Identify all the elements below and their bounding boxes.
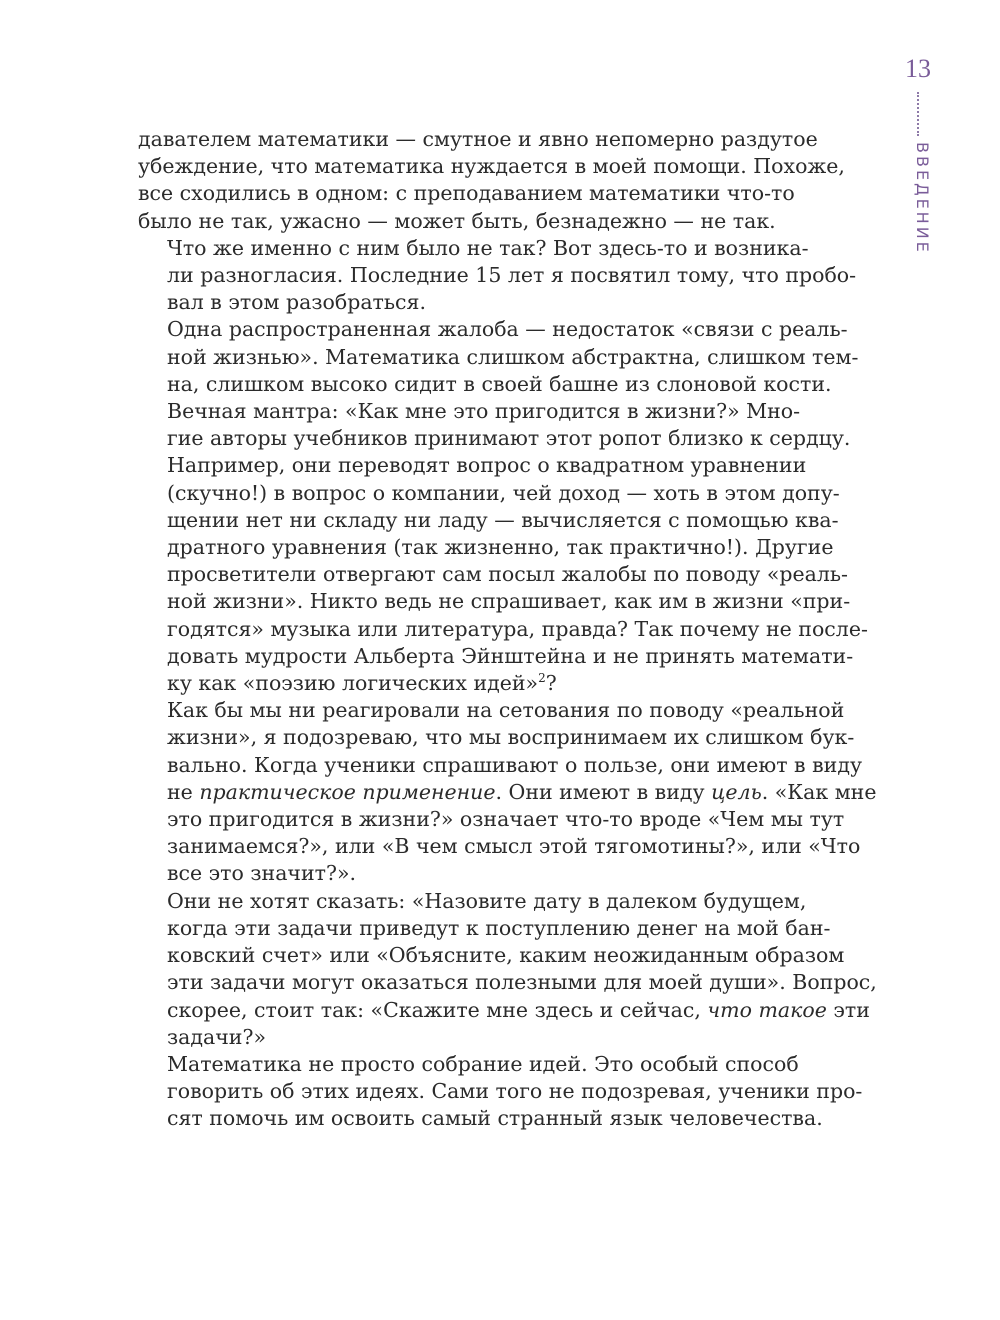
page-number: 13 — [905, 54, 931, 83]
emphasis-text: практическое применение — [199, 779, 496, 804]
text-line: довать мудрости Альберта Эйнштейна и не принять математи- — [167, 643, 854, 668]
text-line: жизни», я подозреваю, что мы воспринимаем их слишком бук- — [167, 725, 855, 750]
text-line — [138, 997, 870, 1024]
emphasis-text: что такое — [707, 997, 827, 1022]
text-line — [138, 779, 877, 806]
text-fragment: скорее, стоит так: «Скажите мне здесь и сейчас, — [167, 997, 708, 1022]
text-line: говорить об этих идеях. Сами того не подозревая, ученики про- — [167, 1079, 863, 1104]
text-line: Как бы мы ни реагировали на сетования по поводу «реальной — [167, 698, 845, 723]
text-line: давателем математики — смутное и явно непомерно раздутое — [138, 127, 818, 151]
text-line: гие авторы учебников принимают этот ропот близко к сердцу. — [167, 426, 851, 451]
text-line: сят помочь им освоить самый странный язык человечества. — [167, 1106, 823, 1131]
text-fragment: . Они имеют в виду — [495, 779, 712, 804]
text-line: ковский счет» или «Объясните, каким неожиданным образом — [167, 943, 845, 968]
text-fragment: ку как «поэзию логических идей» — [167, 671, 539, 696]
paragraph-6 — [138, 1051, 863, 1133]
paragraph-4 — [138, 697, 877, 887]
text-line: ли разногласия. Последние 15 лет я посвятил тому, что пробо- — [167, 263, 857, 288]
text-line: это пригодится в жизни?» означает что-то вроде «Чем мы тут — [167, 807, 845, 832]
text-line: Например, они переводят вопрос о квадратном уравнении — [167, 453, 807, 478]
text-line — [138, 670, 772, 697]
text-fragment: не — [167, 779, 200, 804]
text-line: годятся» музыка или литература, правда? Так почему не после- — [167, 616, 868, 641]
text-line: на, слишком высоко сидит в своей башне из слоновой кости. — [167, 371, 832, 396]
text-line: задачи?» — [167, 1024, 266, 1049]
text-line: Вечная мантра: «Как мне это пригодится в жизни?» Мно- — [167, 399, 801, 424]
paragraph-1 — [138, 126, 845, 235]
text-fragment: эти — [826, 997, 870, 1022]
emphasis-text: цель — [711, 779, 762, 804]
text-line: все сходились в одном: с преподаванием математики что-то — [138, 181, 795, 206]
text-line: дратного уравнения (так жизненно, так практично!). Другие — [167, 535, 834, 560]
body-text — [138, 126, 877, 1133]
text-line: просветители отвергают сам посыл жалобы по поводу «реаль- — [167, 562, 848, 587]
text-line: Одна распространенная жалоба — недостаток «связи с реаль- — [167, 317, 848, 342]
text-line: вально. Когда ученики спрашивают о пользе, они имеют в виду — [167, 752, 863, 777]
text-line: было не так, ужасно — может быть, безнадежно — не так. — [138, 208, 776, 233]
paragraph-5 — [138, 888, 877, 1051]
footnote-marker: 2 — [538, 671, 546, 686]
text-line: убеждение, что математика нуждается в моей помощи. Похоже, — [138, 154, 845, 179]
section-label: ВВЕДЕНИЕ — [913, 142, 932, 255]
text-line: Что же именно с ним было не так? Вот здесь-то и возника- — [167, 235, 809, 260]
text-line: занимаемся?», или «В чем смысл этой тягомотины?», или «Что — [167, 834, 861, 859]
text-fragment: ? — [545, 671, 557, 696]
text-line: все это значит?». — [167, 861, 357, 886]
text-line: эти задачи могут оказаться полезными для моей души». Вопрос, — [167, 970, 877, 995]
text-line: ной жизнью». Математика слишком абстрактна, слишком тем- — [167, 344, 859, 369]
text-line: (скучно!) в вопрос о компании, чей доход — хоть в этом допу- — [167, 480, 840, 505]
paragraph-2 — [138, 235, 857, 317]
text-line: вал в этом разобраться. — [167, 290, 426, 315]
text-line: Они не хотят сказать: «Назовите дату в далеком будущем, — [167, 888, 807, 913]
header-dash-divider — [917, 92, 919, 136]
text-line: Математика не просто собрание идей. Это особый способ — [167, 1051, 799, 1076]
paragraph-3 — [138, 316, 868, 697]
text-line: ной жизни». Никто ведь не спрашивает, как им в жизни «при- — [167, 589, 851, 614]
text-line: щении нет ни складу ни ладу — вычисляется с помощью ква- — [167, 507, 839, 532]
text-line: когда эти задачи приведут к поступлению денег на мой бан- — [167, 915, 831, 940]
text-fragment: . «Как мне — [761, 779, 877, 804]
